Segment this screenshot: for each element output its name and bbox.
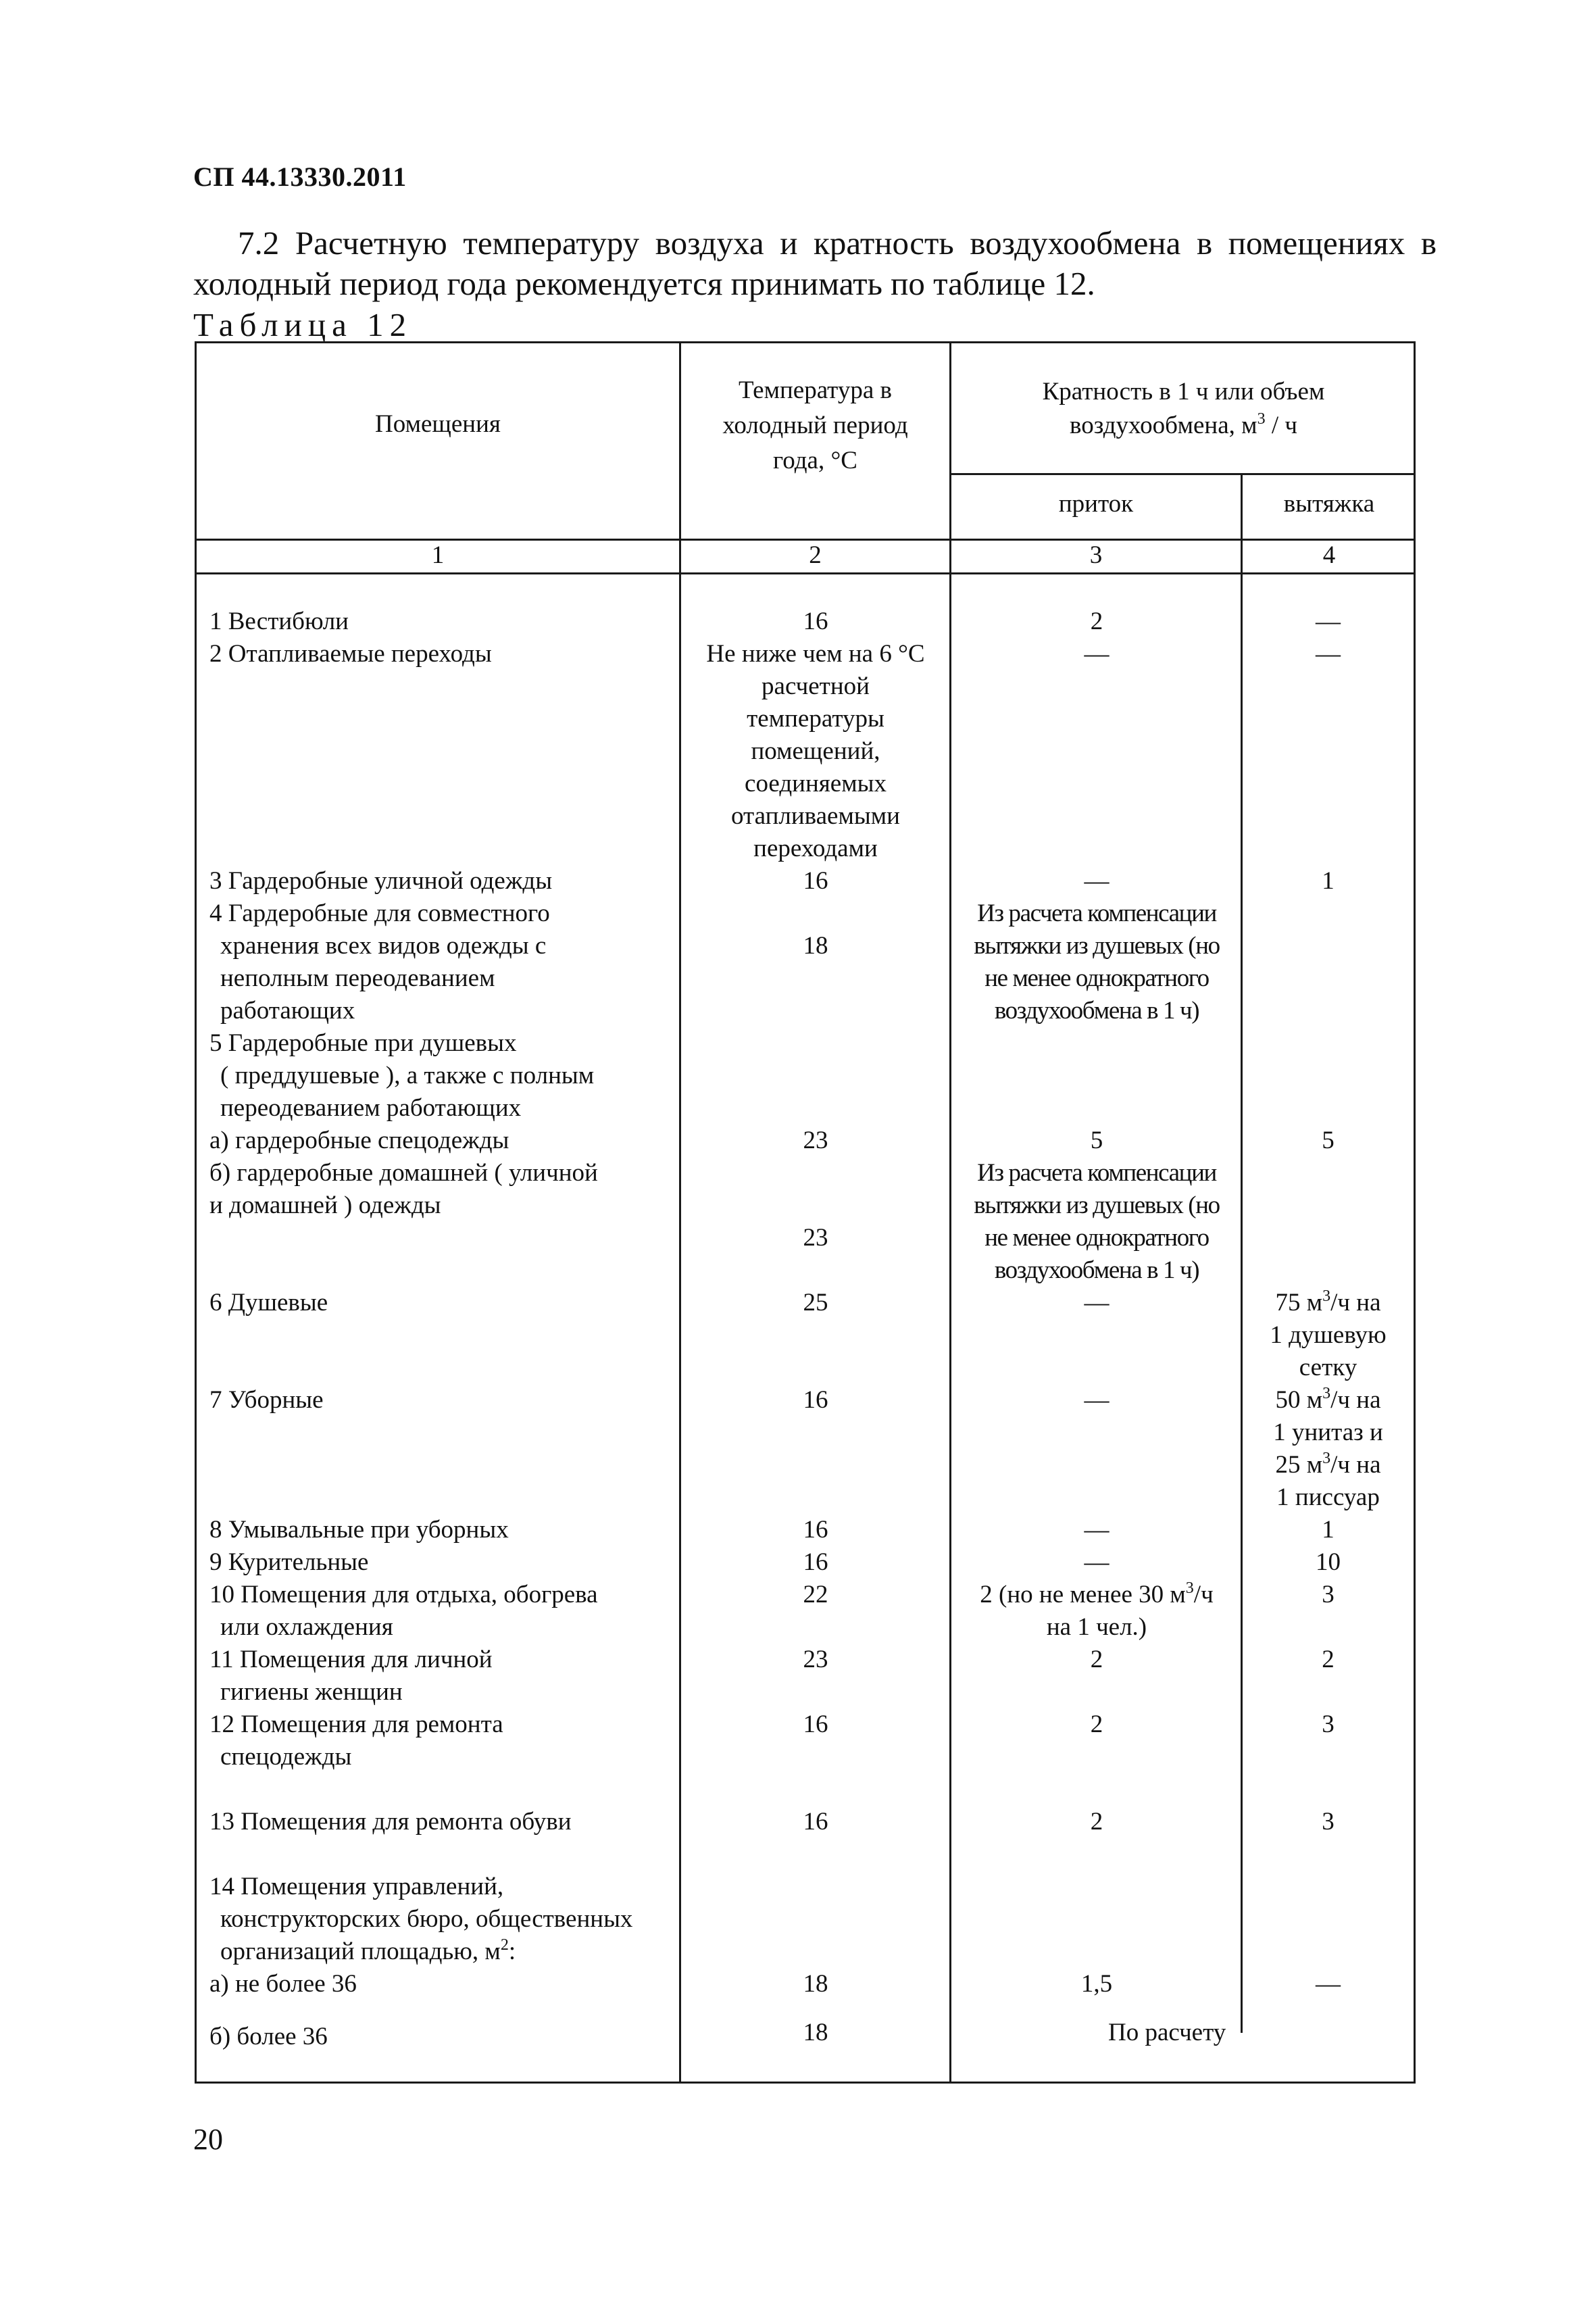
column-number: 4: [1322, 541, 1336, 569]
row-supply: —: [1084, 1548, 1109, 1576]
header-temperature-line: холодный период: [722, 412, 908, 439]
row-supply: —: [1084, 867, 1109, 895]
row-name: хранения всех видов одежды с: [220, 932, 547, 960]
row-exhaust: 75 $м^3/ч$ на: [1275, 1287, 1381, 1316]
row-supply: не менее однократного: [984, 964, 1209, 992]
row-supply: —: [1084, 1386, 1109, 1414]
row-supply: Из расчета компенсации: [977, 900, 1216, 927]
row-supply: 2 (но не менее 30 $м^3/ч$: [980, 1579, 1214, 1608]
header-exhaust: вытяжка: [1283, 490, 1375, 518]
row-name: 11 Помещения для личной: [209, 1646, 493, 1673]
row-supply: 2: [1090, 1808, 1103, 1836]
row-exhaust: 3: [1322, 1581, 1335, 1608]
row-exhaust: —: [1316, 608, 1341, 635]
header-temperature-line: года, °С: [773, 447, 857, 474]
row-name: и домашней ) одежды: [209, 1191, 441, 1219]
row-name: 13 Помещения для ремонта обуви: [209, 1808, 572, 1836]
row-temperature: 25: [803, 1289, 828, 1316]
row-name: 3 Гардеробные уличной одежды: [209, 867, 553, 895]
row-supply: вытяжки из душевых (но: [974, 932, 1220, 960]
row-exhaust: 3: [1322, 1710, 1335, 1738]
table-caption: Таблица 12: [193, 306, 413, 343]
row-name: 9 Курительные: [209, 1548, 369, 1576]
row-supply: 2: [1090, 1710, 1103, 1738]
row-supply: 1,5: [1080, 1970, 1113, 1998]
row-name: ( преддушевые ), а также с полным: [220, 1062, 595, 1089]
header-temperature-line: Температура в: [738, 376, 893, 404]
row-temperature: переходами: [753, 835, 878, 862]
row-name: б) более 36: [209, 2023, 328, 2050]
row-temperature: 16: [803, 608, 828, 635]
row-temperature: 16: [803, 1548, 828, 1576]
row-name: работающих: [220, 997, 355, 1025]
row-name: 10 Помещения для отдыха, обогрева: [209, 1581, 598, 1608]
row-temperature: температуры: [747, 705, 884, 733]
row-temperature: 22: [803, 1581, 828, 1608]
row-supply: воздухообмена в 1 ч): [994, 997, 1199, 1025]
row-exhaust: 1: [1322, 867, 1335, 895]
row-temperature: 23: [803, 1646, 828, 1673]
row-supply: не менее однократного: [984, 1224, 1209, 1252]
row-temperature: 18: [803, 2019, 828, 2046]
row-exhaust: —: [1316, 1970, 1341, 1998]
row-supply: вытяжки из душевых (но: [974, 1191, 1220, 1219]
row-temperature: отапливаемыми: [731, 802, 900, 830]
row-name: 14 Помещения управлений,: [209, 1873, 504, 1900]
row-exhaust: 3: [1322, 1808, 1335, 1836]
row-name: 4 Гардеробные для совместного: [209, 900, 550, 927]
row-name: а) не более 36: [209, 1970, 357, 1998]
row-temperature: расчетной: [762, 672, 870, 700]
row-air-exchange-span: По расчету: [1108, 2019, 1226, 2046]
row-name: переодеванием работающих: [220, 1094, 522, 1122]
row-supply: Из расчета компенсации: [977, 1159, 1216, 1187]
row-supply: на 1 чел.): [1046, 1613, 1147, 1641]
row-temperature: 16: [803, 867, 828, 895]
row-name: 6 Душевые: [209, 1289, 328, 1316]
row-name: гигиены женщин: [220, 1678, 403, 1706]
header-premises: Помещения: [375, 410, 501, 438]
row-exhaust: 1 писсуар: [1276, 1483, 1380, 1511]
row-exhaust: —: [1316, 640, 1341, 668]
row-exhaust: 1: [1322, 1516, 1335, 1544]
row-exhaust: 1 унитаз и: [1273, 1419, 1383, 1446]
intro-paragraph: [193, 223, 1437, 304]
row-exhaust: 10: [1316, 1548, 1341, 1576]
header-air-exchange-line: Кратность в 1 ч или объем: [1042, 378, 1325, 405]
row-supply: —: [1084, 1516, 1109, 1544]
row-supply: 5: [1090, 1127, 1103, 1154]
intro-line-2: холодный период года рекомендуется принимать по таблице 12.: [193, 265, 1095, 302]
row-temperature: Не ниже чем на 6 °С: [706, 640, 925, 668]
row-name: или охлаждения: [220, 1613, 393, 1641]
row-name: б) гардеробные домашней ( уличной: [209, 1159, 598, 1187]
row-temperature: помещений,: [751, 737, 880, 765]
row-temperature: 23: [803, 1127, 828, 1154]
row-temperature: 16: [803, 1808, 828, 1836]
row-temperature: 23: [803, 1224, 828, 1252]
row-supply: 2: [1090, 1646, 1103, 1673]
row-temperature: 18: [803, 932, 828, 960]
row-supply: —: [1084, 1289, 1109, 1316]
row-temperature: 18: [803, 1970, 828, 1998]
row-name: организаций площадью, $м^2$:: [220, 1936, 516, 1965]
row-name: 1 Вестибюли: [209, 608, 349, 635]
row-name: 8 Умывальные при уборных: [209, 1516, 509, 1544]
page-number: 20: [193, 2123, 223, 2156]
row-supply: —: [1084, 640, 1109, 668]
document-code: СП 44.13330.2011: [193, 162, 407, 192]
row-temperature: 16: [803, 1710, 828, 1738]
row-name: спецодежды: [220, 1743, 352, 1771]
row-temperature: 16: [803, 1386, 828, 1414]
row-exhaust: 2: [1322, 1646, 1335, 1673]
header-air-exchange-line: воздухообмена, $м^3$ / ч: [1070, 410, 1297, 439]
column-number: 2: [809, 541, 822, 569]
column-number: 3: [1089, 541, 1103, 569]
column-number: 1: [431, 541, 445, 569]
row-exhaust: 50 $м^3/ч$ на: [1275, 1385, 1381, 1414]
row-name: 12 Помещения для ремонта: [209, 1710, 503, 1738]
row-name: 5 Гардеробные при душевых: [209, 1029, 517, 1057]
row-name: 7 Уборные: [209, 1386, 324, 1414]
row-exhaust: 25 $м^3/ч$ на: [1275, 1450, 1381, 1479]
row-name: а) гардеробные спецодежды: [209, 1127, 509, 1154]
row-temperature: 16: [803, 1516, 828, 1544]
row-exhaust: 1 душевую: [1270, 1321, 1387, 1349]
table-divider: [195, 572, 1416, 574]
row-exhaust: 5: [1322, 1127, 1335, 1154]
row-temperature: соединяемых: [745, 770, 887, 797]
table-divider: [1241, 473, 1243, 2033]
row-name: неполным переодеванием: [220, 964, 495, 992]
row-name: 2 Отапливаемые переходы: [209, 640, 492, 668]
header-supply: приток: [1058, 490, 1134, 518]
intro-line-1: 7.2 Расчетную температуру воздуха и кратность воздухообмена в помещениях в: [238, 224, 1437, 262]
row-supply: 2: [1090, 608, 1103, 635]
row-supply: воздухообмена в 1 ч): [994, 1256, 1199, 1284]
row-exhaust: сетку: [1299, 1354, 1357, 1381]
row-name: конструкторских бюро, общественных: [220, 1905, 633, 1933]
